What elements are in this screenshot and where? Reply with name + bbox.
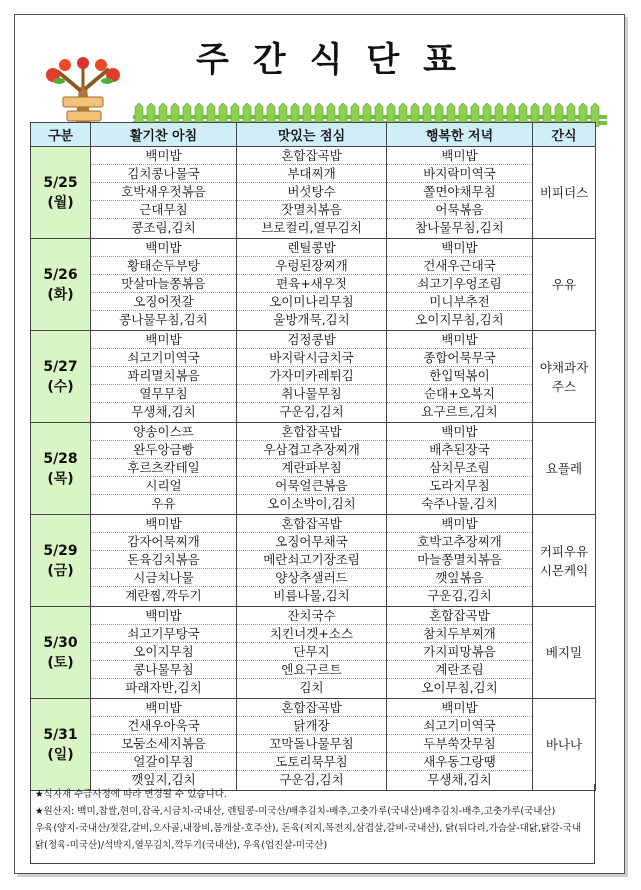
- day-label-cell: [31, 239, 91, 331]
- note-line: ★식자재 수급사정에 따라 변경될 수 있습니다.: [35, 789, 227, 800]
- day-date: 5/26: [43, 266, 78, 283]
- snack-cell: [533, 423, 596, 515]
- dish-item: 열무무침: [91, 385, 236, 403]
- dish-item: 백미밥: [91, 515, 236, 533]
- dinner-cell: [387, 699, 533, 791]
- day-date: 5/29: [43, 542, 78, 559]
- day-weekday: (금): [47, 562, 74, 579]
- dish-item: 오이소박이,김치: [267, 496, 356, 511]
- dish-item: 오이지무침: [91, 643, 236, 661]
- dish-item: 쫄면야채무침: [387, 183, 532, 201]
- dish-item: 순대+오복지: [387, 385, 532, 403]
- dish-item: 새우동그랑땡: [387, 753, 532, 771]
- dish-item: 혼합잡곡밥: [387, 607, 532, 625]
- day-weekday: (목): [47, 470, 74, 487]
- dish-item: 황태순두부탕: [91, 257, 236, 275]
- header-lunch: 맛있는 점심: [237, 123, 387, 147]
- dish-item: 김치콩나물국: [91, 165, 236, 183]
- dish-item: 비름나물,김치: [273, 588, 350, 603]
- dish-item: 후르츠칵테일: [91, 459, 236, 477]
- dish-item: 렌틸콩밥: [237, 239, 386, 257]
- dish-item: 백미밥: [387, 147, 532, 165]
- title-char: 주: [196, 40, 229, 80]
- snack-cell: [533, 331, 596, 423]
- day-weekday: (수): [47, 378, 74, 395]
- snack-cell: [533, 607, 596, 699]
- dish-item: 우유: [151, 496, 176, 511]
- dish-item: 바지락미역국: [387, 165, 532, 183]
- dish-item: 어묵얼큰볶음: [237, 477, 386, 495]
- day-row: [31, 607, 596, 699]
- snack-item: 시몬케익: [539, 562, 589, 578]
- snack-item: 주스: [551, 378, 577, 394]
- dish-item: 두부쑥갓무침: [387, 735, 532, 753]
- day-date: 5/31: [43, 726, 78, 743]
- day-weekday: (토): [47, 654, 74, 671]
- dish-item: 계란조림: [387, 661, 532, 679]
- dish-item: 무생채,김치: [131, 404, 196, 419]
- dish-item: 메란쇠고기장조림: [237, 551, 386, 569]
- dish-item: 혼합잡곡밥: [237, 423, 386, 441]
- note-line: ★원산지: 백미,찹쌀,현미,잡곡,시금치-국내산, 렌틸콩-미국산/배추김치-배추,고춧가루(국내산)배추김치-배추,고춧가루(국내산): [35, 806, 556, 817]
- day-label-cell: [31, 699, 91, 791]
- dish-item: 계란파부침: [237, 459, 386, 477]
- dish-item: 부대찌개: [237, 165, 386, 183]
- dish-item: 구운김,김치: [427, 588, 492, 603]
- snack-item: 비피더스: [539, 185, 589, 200]
- note-line: 우육(양지-국내산/젓갈,갈비,오사골,내장비,몸개살-호주산), 돈육(저지,목전지,삼겹살,갈비-국내산), 닭(뒤다리,가슴살-대닭,닭갈-국내: [35, 823, 582, 834]
- lunch-cell: [237, 699, 387, 791]
- dish-item: 양송이스프: [91, 423, 236, 441]
- day-label-cell: [31, 423, 91, 515]
- breakfast-cell: [91, 423, 237, 515]
- dish-item: 오이무침,김치: [421, 680, 498, 695]
- title-char: 간: [252, 40, 286, 80]
- dish-item: 요구르트,김치: [421, 404, 498, 419]
- dish-item: 가자미카레튀김: [237, 367, 386, 385]
- day-label-cell: [31, 515, 91, 607]
- day-label-cell: [31, 331, 91, 423]
- dish-item: 구운김,김치: [279, 404, 344, 419]
- dish-item: 호박새우젓볶음: [91, 183, 236, 201]
- dish-item: 모둠소세지볶음: [91, 735, 236, 753]
- snack-item: 요플레: [545, 461, 583, 476]
- dish-item: 참치두부찌개: [387, 625, 532, 643]
- dish-item: 파래자반,김치: [125, 680, 202, 695]
- dinner-cell: [387, 239, 533, 331]
- dish-item: 양상추샐러드: [237, 569, 386, 587]
- dish-item: 엔요구르트: [237, 661, 386, 679]
- snack-cell: [533, 147, 596, 239]
- header-snack: 간식: [533, 123, 596, 147]
- dish-item: 백미밥: [91, 147, 236, 165]
- dish-item: 우렁된장찌개: [237, 257, 386, 275]
- dish-item: 김치: [299, 680, 324, 695]
- breakfast-cell: [91, 331, 237, 423]
- page-title: [196, 40, 456, 80]
- lunch-cell: [237, 515, 387, 607]
- dish-item: 구운김,김치: [279, 772, 344, 787]
- snack-cell: [533, 699, 596, 791]
- header-category: 구분: [31, 123, 91, 147]
- title-char: 표: [423, 40, 456, 80]
- dish-item: 꽈리멸치볶음: [91, 367, 236, 385]
- day-label-cell: [31, 147, 91, 239]
- lunch-cell: [237, 147, 387, 239]
- snack-item: 커피우유: [539, 543, 589, 559]
- dish-item: 종합어묵무국: [387, 349, 532, 367]
- day-weekday: (월): [47, 194, 74, 211]
- dish-item: 오징어젓갈: [91, 293, 236, 311]
- dish-item: 콩조림,김치: [131, 220, 196, 235]
- day-weekday: (화): [47, 286, 74, 303]
- dish-item: 우삼겹고추장찌개: [237, 441, 386, 459]
- dish-item: 도토리묵무침: [237, 753, 386, 771]
- snack-cell: [533, 515, 596, 607]
- dish-item: 오이미나리무침: [237, 293, 386, 311]
- snack-item: 바나나: [545, 737, 583, 752]
- dish-item: 맛살마늘쫑볶음: [91, 275, 236, 293]
- snack-item: 베지밀: [545, 645, 583, 660]
- breakfast-cell: [91, 515, 237, 607]
- dish-item: 건새우근대국: [387, 257, 532, 275]
- day-row: [31, 331, 596, 423]
- dish-item: 호박고추장찌개: [387, 533, 532, 551]
- dinner-cell: [387, 147, 533, 239]
- dish-item: 쇠고기무탕국: [91, 625, 236, 643]
- dish-item: 백미밥: [91, 607, 236, 625]
- dish-item: 백미밥: [91, 331, 236, 349]
- dish-item: 백미밥: [387, 423, 532, 441]
- dish-item: 검정콩밥: [237, 331, 386, 349]
- snack-cell: [533, 239, 596, 331]
- dish-item: 브로컬리,열무김치: [261, 220, 362, 235]
- dish-item: 삼치무조림: [387, 459, 532, 477]
- dish-item: 무생채,김치: [427, 772, 492, 787]
- dish-item: 완두앙금빵: [91, 441, 236, 459]
- dish-item: 백미밥: [387, 699, 532, 717]
- dish-item: 취나물무침: [237, 385, 386, 403]
- day-date: 5/28: [43, 450, 78, 467]
- breakfast-cell: [91, 147, 237, 239]
- dish-item: 건새우아욱국: [91, 717, 236, 735]
- dinner-cell: [387, 423, 533, 515]
- dish-item: 혼합잡곡밥: [237, 147, 386, 165]
- dish-item: 배추된장국: [387, 441, 532, 459]
- dish-item: 숙주나물,김치: [421, 496, 498, 511]
- breakfast-cell: [91, 699, 237, 791]
- lunch-cell: [237, 239, 387, 331]
- dish-item: 바지락시금치국: [237, 349, 386, 367]
- dish-item: 깻잎지,김치: [131, 772, 196, 787]
- dish-item: 감자어묵찌개: [91, 533, 236, 551]
- notes-section: [30, 784, 595, 864]
- header-row: [31, 123, 596, 147]
- dish-item: 치킨너겟+소스: [237, 625, 386, 643]
- dinner-cell: [387, 515, 533, 607]
- day-date: 5/27: [43, 358, 78, 375]
- dish-item: 근대무침: [91, 201, 236, 219]
- menu-body: [31, 147, 596, 791]
- dish-item: 잣멸치볶음: [237, 201, 386, 219]
- dish-item: 백미밥: [387, 515, 532, 533]
- dish-item: 백미밥: [91, 239, 236, 257]
- dish-item: 시금치나물: [91, 569, 236, 587]
- dish-item: 얼갈이무침: [91, 753, 236, 771]
- day-date: 5/25: [43, 174, 78, 191]
- dish-item: 돈육김치볶음: [91, 551, 236, 569]
- day-weekday: (일): [47, 746, 74, 763]
- dish-item: 도라지무침: [387, 477, 532, 495]
- day-date: 5/30: [43, 634, 78, 651]
- dish-item: 닭개장: [237, 717, 386, 735]
- dish-item: 마늘쫑멸치볶음: [387, 551, 532, 569]
- dinner-cell: [387, 331, 533, 423]
- dish-item: 백미밥: [91, 699, 236, 717]
- day-row: [31, 699, 596, 791]
- dish-item: 콩나물무침: [91, 661, 236, 679]
- day-row: [31, 147, 596, 239]
- breakfast-cell: [91, 239, 237, 331]
- dish-item: 잔치국수: [237, 607, 386, 625]
- dish-item: 혼합잡곡밥: [237, 699, 386, 717]
- lunch-cell: [237, 607, 387, 699]
- dish-item: 오징어무채국: [237, 533, 386, 551]
- header-breakfast: 활기찬 아침: [91, 123, 237, 147]
- header-dinner: 행복한 저녁: [387, 123, 533, 147]
- dish-item: 오이지무침,김치: [415, 312, 504, 327]
- dish-item: 쇠고기우엉조림: [387, 275, 532, 293]
- dish-item: 쇠고기미역국: [91, 349, 236, 367]
- dinner-cell: [387, 607, 533, 699]
- dish-item: 시리얼: [91, 477, 236, 495]
- day-row: [31, 239, 596, 331]
- day-label-cell: [31, 607, 91, 699]
- title-char: 식: [309, 40, 343, 80]
- breakfast-cell: [91, 607, 237, 699]
- dish-item: 편육+새우젓: [237, 275, 386, 293]
- day-row: [31, 423, 596, 515]
- dish-item: 미니부추전: [387, 293, 532, 311]
- dish-item: 가지피망볶음: [387, 643, 532, 661]
- dish-item: 참나물무침,김치: [415, 220, 504, 235]
- dish-item: 어묵볶음: [387, 201, 532, 219]
- dish-item: 계란찜,깍두기: [125, 588, 202, 603]
- lunch-cell: [237, 331, 387, 423]
- dish-item: 콩나물무침,김치: [119, 312, 208, 327]
- title-char: 단: [366, 40, 400, 80]
- dish-item: 백미밥: [387, 331, 532, 349]
- lunch-cell: [237, 423, 387, 515]
- day-row: [31, 515, 596, 607]
- snack-item: 우유: [551, 277, 577, 292]
- dish-item: 한입떡볶이: [387, 367, 532, 385]
- dish-item: 쇠고기미역국: [387, 717, 532, 735]
- weekly-menu-table: [30, 122, 596, 791]
- dish-item: 백미밥: [387, 239, 532, 257]
- dish-item: 울방개묵,김치: [273, 312, 350, 327]
- dish-item: 깻잎볶음: [387, 569, 532, 587]
- dish-item: 혼합잡곡밥: [237, 515, 386, 533]
- dish-item: 버섯탕수: [237, 183, 386, 201]
- snack-item: 야채과자: [539, 359, 589, 375]
- dish-item: 단무지: [237, 643, 386, 661]
- note-line: 닭(정육-미국산)/석박지,열무김치,깍두기(국내산), 우육(업진살-미국산): [35, 840, 328, 851]
- dish-item: 꼬막돌나물무침: [237, 735, 386, 753]
